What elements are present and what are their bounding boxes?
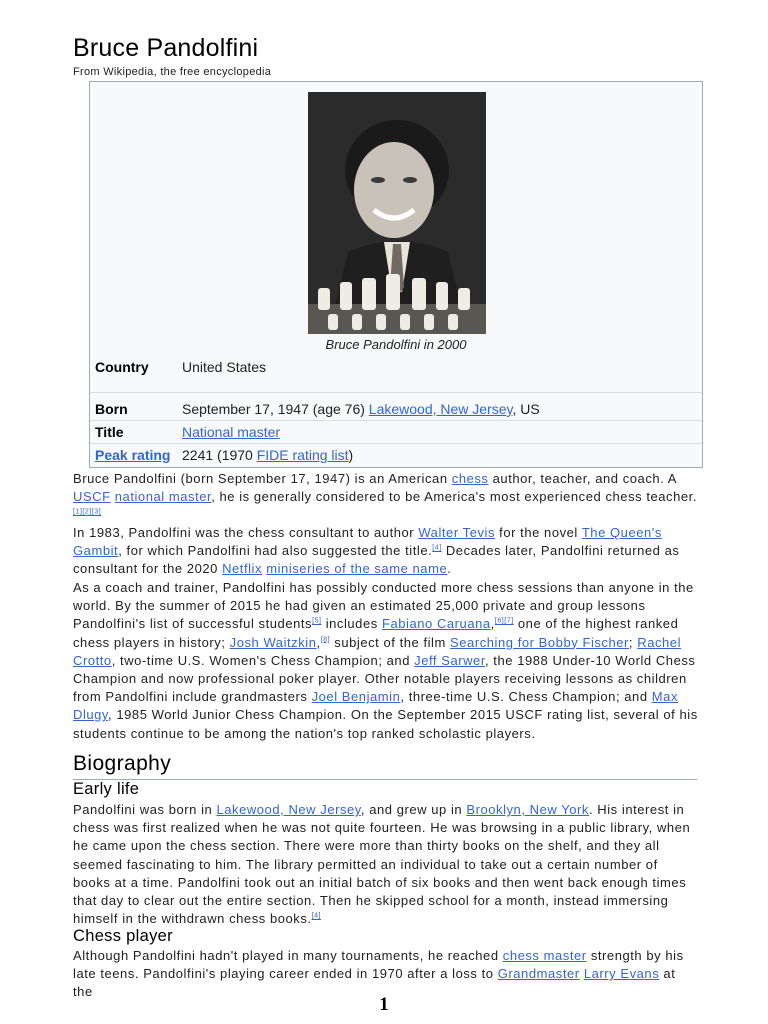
link-grandmaster[interactable]: Grandmaster xyxy=(497,966,580,982)
citation[interactable]: [5] xyxy=(312,618,322,626)
link-peak-rating[interactable]: Peak rating xyxy=(95,447,171,463)
link-national-master-infobox[interactable]: National master xyxy=(182,424,281,440)
link-brooklyn[interactable]: Brooklyn, New York xyxy=(466,802,589,817)
link-max-dlugy[interactable]: Max Dlugy xyxy=(73,689,678,723)
link-fabiano-caruana[interactable]: Fabiano Caruana xyxy=(381,616,491,632)
infobox-label-peak-rating[interactable] xyxy=(95,447,170,463)
section-heading-biography: Biography xyxy=(73,752,172,775)
infobox-divider xyxy=(90,443,702,444)
citation[interactable]: [1][2][3] xyxy=(73,509,102,517)
infobox-value-peak-rating: 2241 (1970 FIDE rating list) xyxy=(182,447,354,463)
citation[interactable]: [4] xyxy=(432,544,442,552)
link-larry-evans[interactable]: Larry Evans xyxy=(583,966,660,982)
link-joel-benjamin[interactable]: Joel Benjamin xyxy=(311,689,401,705)
section-heading-early-life: Early life xyxy=(73,780,140,798)
page-number: 1 xyxy=(379,994,389,1015)
link-fide-rating-list[interactable]: FIDE rating list xyxy=(256,447,349,463)
image-caption: Bruce Pandolfini in 2000 xyxy=(325,337,467,352)
section-heading-chess-player: Chess player xyxy=(73,927,173,945)
portrait-photo xyxy=(308,92,486,334)
citation[interactable]: [4] xyxy=(311,912,322,920)
link-chess-master[interactable]: chess master xyxy=(502,948,587,963)
intro-paragraph-2: In 1983, Pandolfini was the chess consultant to author Walter Tevis for the novel The Queen's Gambit, for which Pandolfini had also suggested the title.[4] Decades later, Pandolfini returned as consultant for the 2020 Netflix miniseries of the same name. xyxy=(73,525,680,577)
intro-paragraph-3: As a coach and trainer, Pandolfini has possibly conducted more chess sessions than anyone in the world. By the summer of 2015 he had given an estimated 25,000 private and group lessons Pandolfini's list of successful students[5] includes Fabiano Caruana,[6][7] one of the highest ranked chess players in history; Josh Waitzkin,[8] subject of the film Searching for Bobby Fischer; Rachel Crotto, two-time U.S. Women's Chess Champion; and Jeff Sarwer, the 1988 Under-10 World Chess Champion and now professional poker player. Other notable players receiving lessons as children from Pandolfini include grandmasters Joel Benjamin, three-time U.S. Chess Champion; and Max Dlugy, 1985 World Junior Chess Champion. On the September 2015 USCF rating list, several of his students continue to be among the nation's top ranked scholastic players. xyxy=(73,580,698,741)
link-chess[interactable]: chess xyxy=(451,471,489,486)
infobox-divider xyxy=(90,420,702,421)
link-national-master[interactable]: national master xyxy=(114,489,212,505)
citation[interactable]: [6][7] xyxy=(494,618,514,626)
link-lakewood-infobox[interactable]: Lakewood, New Jersey xyxy=(368,401,513,417)
page-title: Bruce Pandolfini xyxy=(73,34,259,62)
infobox xyxy=(89,81,703,468)
link-josh-waitzkin[interactable]: Josh Waitzkin xyxy=(229,634,317,650)
infobox-value-born: September 17, 1947 (age 76) Lakewood, New Jersey, US xyxy=(182,401,540,417)
link-rachel-crotto[interactable]: Rachel Crotto xyxy=(73,634,682,668)
infobox-label-country: Country xyxy=(95,359,149,375)
portrait-image xyxy=(308,92,486,334)
tagline: From Wikipedia, the free encyclopedia xyxy=(73,66,272,78)
infobox-label-born: Born xyxy=(95,401,128,417)
infobox-divider xyxy=(90,392,702,393)
early-life-paragraph: Pandolfini was born in Lakewood, New Jersey, and grew up in Brooklyn, New York. His interest in chess was first realized when he was not quite fourteen. He was browsing in a public library, when he came upon the chess section. There were more than thirty books on the shelf, and they all seemed fascinating to him. The library permitted an individual to take out a certain number of books at a time. Pandolfini took out an initial batch of six books and then went back enough times that day to clear out the entire section. Then he skipped school for a month, instead immersing himself in the withdrawn chess books.[4] xyxy=(73,802,691,927)
link-lakewood[interactable]: Lakewood, New Jersey xyxy=(216,802,361,817)
link-walter-tevis[interactable]: Walter Tevis xyxy=(418,525,496,540)
chess-player-paragraph: Although Pandolfini hadn't played in many tournaments, he reached chess master strength by his late teens. Pandolfini's playing career ended in 1970 after a loss to Grandmaster Larry Evans at the xyxy=(73,948,684,1000)
link-jeff-sarwer[interactable]: Jeff Sarwer xyxy=(414,652,485,668)
infobox-value-country: United States xyxy=(182,359,267,375)
link-miniseries[interactable]: miniseries of the same name xyxy=(266,561,448,577)
link-netflix[interactable]: Netflix xyxy=(222,561,263,577)
intro-paragraph-1: Bruce Pandolfini (born September 17, 1947) is an American chess author, teacher, and coach. A USCF national master, he is generally considered to be America's most experienced chess teacher.[1][2][3] xyxy=(73,471,697,517)
section-divider xyxy=(73,779,697,780)
infobox-label-title: Title xyxy=(95,424,124,440)
link-uscf[interactable]: USCF xyxy=(73,489,111,505)
link-queens-gambit[interactable]: The Queen's Gambit xyxy=(73,525,662,559)
link-searching-for-bobby-fischer[interactable]: Searching for Bobby Fischer xyxy=(450,634,629,650)
infobox-value-title xyxy=(182,424,280,440)
citation[interactable]: [8] xyxy=(320,636,331,644)
